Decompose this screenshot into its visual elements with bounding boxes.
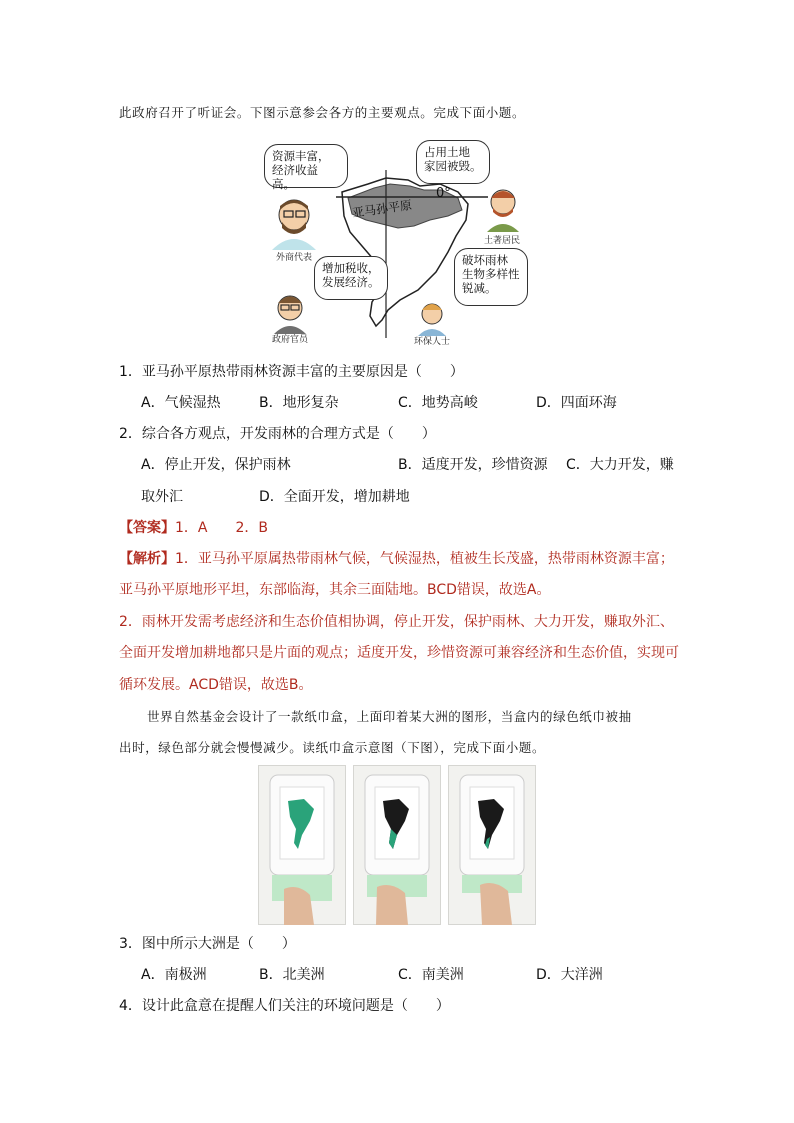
equator-label: 0° xyxy=(436,186,451,201)
analysis-line-2: 亚马孙平原地形平坦，东部临海，其余三面陆地。BCD错误，故选A。 xyxy=(119,582,551,598)
q3-option-d: D．大洋洲 xyxy=(536,967,603,983)
q3-stem: 3．图中所示大洲是（ ） xyxy=(119,936,296,952)
answer-text: 1．A 2．B xyxy=(175,520,268,536)
q1-option-c: C．地势高峻 xyxy=(398,395,478,411)
tissue-box-figure xyxy=(258,765,536,925)
q3-option-c: C．南美洲 xyxy=(398,967,464,983)
q4-stem: 4．设计此盒意在提醒人们关注的环境问题是（ ） xyxy=(119,998,450,1014)
answer-label: 【答案】 xyxy=(119,520,175,536)
analysis-text-1: 1．亚马孙平原属热带雨林气候，气候湿热，植被生长茂盛，热带雨林资源丰富； xyxy=(175,551,674,567)
intro-text: 此政府召开了听证会。下图示意参会各方的主要观点。完成下面小题。 xyxy=(119,105,526,120)
intro2-line-2: 出时，绿色部分就会慢慢减少。读纸巾盒示意图（下图），完成下面小题。 xyxy=(119,740,546,755)
analysis-line-3: 2．雨林开发需考虑经济和生态价值相协调，停止开发，保护雨林、大力开发，赚取外汇、 xyxy=(119,614,674,630)
caption-indigenous: 土著居民 xyxy=(484,236,521,246)
q1-stem: 1．亚马孙平原热带雨林资源丰富的主要原因是（ ） xyxy=(119,364,464,380)
bubble-indigenous: 占用土地 家园被毁。 xyxy=(416,140,490,184)
caption-foreign-rep: 外商代表 xyxy=(276,253,313,263)
q2-option-a: A．停止开发，保护雨林 xyxy=(141,457,291,473)
answer-line xyxy=(119,518,268,538)
analysis-line-4: 全面开发增加耕地都只是片面的观点；适度开发，珍惜资源可兼容经济和生态价值，实现可 xyxy=(119,645,679,661)
q3-option-b: B．北美洲 xyxy=(259,967,325,983)
q3-option-a: A．南极洲 xyxy=(141,967,207,983)
q2-option-c: C．大力开发，赚 xyxy=(566,457,674,473)
analysis-line-1 xyxy=(119,549,674,569)
q2-option-d: D．全面开发，增加耕地 xyxy=(259,489,410,505)
q2-option-c-continued: 取外汇 xyxy=(141,489,183,505)
hearing-figure xyxy=(258,140,538,345)
bubble-foreign-rep: 资源丰富， 经济收益高。 xyxy=(264,144,348,188)
q2-option-b: B．适度开发，珍惜资源 xyxy=(398,457,548,473)
intro2-line-1: 世界自然基金会设计了一款纸巾盒，上面印着某大洲的图形，当盒内的绿色纸巾被抽 xyxy=(147,709,632,724)
map-label: 亚马孙平原 xyxy=(351,197,413,221)
bubble-government: 增加税收， 发展经济。 xyxy=(314,256,388,300)
caption-environment: 环保人士 xyxy=(414,337,451,347)
q2-stem: 2．综合各方观点，开发雨林的合理方式是（ ） xyxy=(119,426,436,442)
q1-option-d: D．四面环海 xyxy=(536,395,617,411)
caption-government: 政府官员 xyxy=(272,335,309,345)
tissue-box-drawing xyxy=(258,765,536,925)
analysis-label: 【解析】 xyxy=(119,551,175,567)
q1-option-a: A．气候湿热 xyxy=(141,395,221,411)
analysis-line-5: 循环发展。ACD错误，故选B。 xyxy=(119,677,313,693)
bubble-environment: 破坏雨林 生物多样性 锐减。 xyxy=(454,248,528,306)
q1-option-b: B．地形复杂 xyxy=(259,395,339,411)
